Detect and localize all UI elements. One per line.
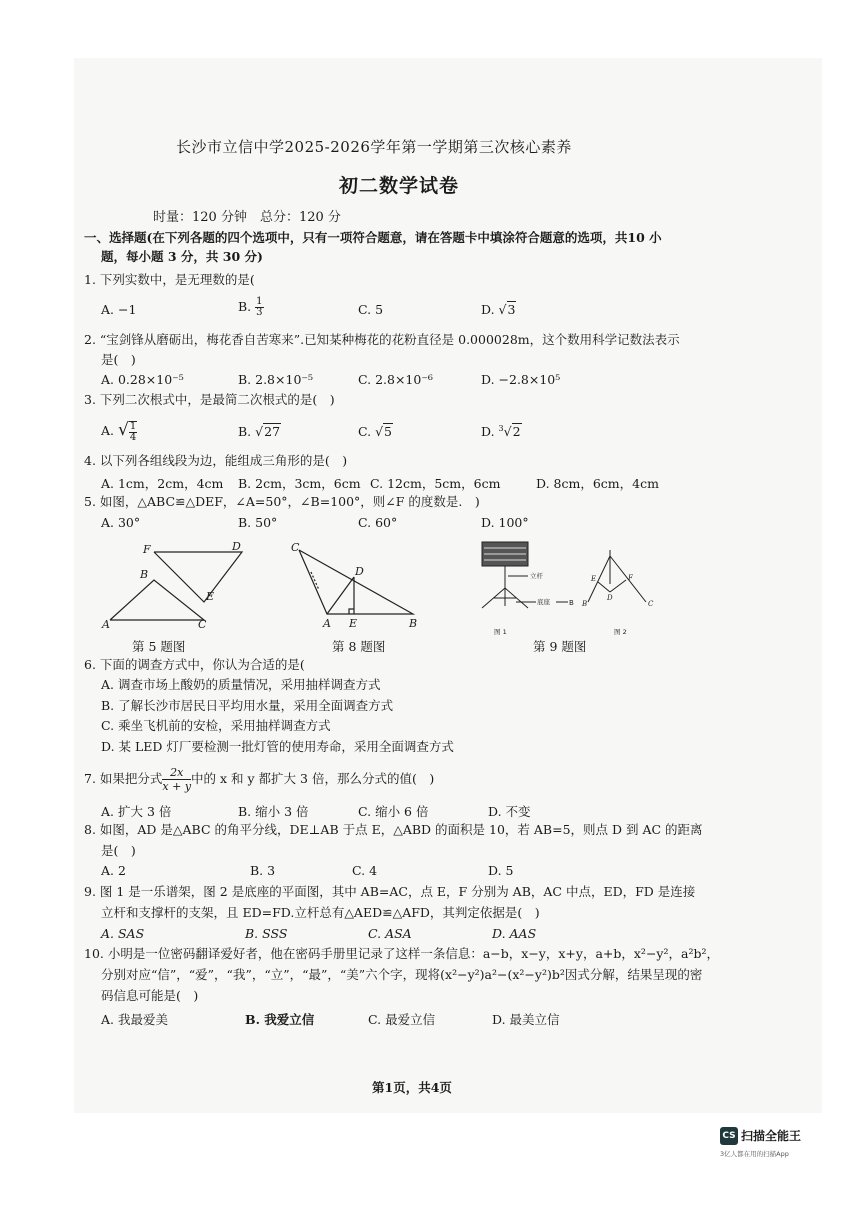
q5-option-c: C. 60° <box>358 515 398 530</box>
q10-option-a: A. 我最爱美 <box>101 1012 168 1027</box>
q1-stem: 1. 下列实数中，是无理数的是( <box>84 272 255 287</box>
figure-8 <box>285 538 425 630</box>
fig9-label-ligan: 立杆 <box>530 572 543 580</box>
q8-option-d: D. 5 <box>488 863 514 878</box>
q4-option-c: C. 12cm，5cm，6cm <box>370 476 501 491</box>
figure-9 <box>470 536 665 636</box>
fig9-label-dizuo: 底座 <box>537 598 550 606</box>
q9-option-a: A. SAS <box>101 926 145 941</box>
q8-stem-line2: 是( ) <box>101 843 136 858</box>
q6-option-d: D. 某 LED 灯厂要检测一批灯管的使用寿命，采用全面调查方式 <box>101 739 454 754</box>
fig8-label-c: C <box>291 541 300 554</box>
q2-stem-line2: 是( ) <box>101 352 136 367</box>
fig9-label-d: D <box>607 594 613 602</box>
q4-option-d: D. 8cm，6cm，4cm <box>536 476 659 491</box>
q5-option-d: D. 100° <box>481 515 529 530</box>
fig5-label-d: D <box>232 540 241 553</box>
q1-option-c: C. 5 <box>358 302 384 317</box>
q7-stem: 7. 如果把分式 $\frac{2x}{x + y}$ 中的 x 和 y 都扩大 3 倍，那么分式的值( ) <box>84 766 435 793</box>
q5-stem: 5. 如图，△ABC≌△DEF，∠A=50°，∠B=100°，则∠F 的度数是. ) <box>84 494 480 509</box>
q1-option-a: A. −1 <box>101 302 137 317</box>
fig8-label-b: B <box>409 617 418 630</box>
q8-option-c: C. 4 <box>352 863 378 878</box>
page-number: 第1页，共4页 <box>372 1080 452 1095</box>
fig5-label-c: C <box>198 618 207 630</box>
q8-stem-line1: 8. 如图，AD 是△ABC 的角平分线，DE⊥AB 于点 E，△ABD 的面积是 10，若 AB=5，则点 D 到 AC 的距离 <box>84 822 703 837</box>
q10-option-d: D. 最美立信 <box>492 1012 560 1027</box>
figure-5 <box>98 538 258 630</box>
fig8-label-a: A <box>323 617 331 630</box>
fig5-label-e: E <box>206 590 215 603</box>
q8-option-b: B. 3 <box>250 863 276 878</box>
scanner-tagline: 3亿人都在用的扫描App <box>720 1150 789 1158</box>
q10-stem-line3: 码信息可能是( ) <box>101 988 199 1003</box>
fig9-label-b1: B <box>569 599 574 607</box>
fig5-label-f: F <box>143 543 151 556</box>
fig9-label-b2: B <box>582 600 588 608</box>
section-heading-line1: 一、选择题(在下列各题的四个选项中，只有一项符合题意，请在答题卡中填涂符合题意的选项，共10 小 <box>84 230 662 245</box>
q9-option-c: C. ASA <box>368 926 412 941</box>
fig9-caption: 第 9 题图 <box>533 639 587 654</box>
q10-option-c: C. 最爱立信 <box>368 1012 436 1027</box>
q4-option-a: A. 1cm，2cm，4cm <box>101 476 224 491</box>
q2-option-a: A. 0.28×10⁻⁵ <box>101 372 184 387</box>
q4-stem: 4. 以下列各组线段为边，能组成三角形的是( ) <box>84 453 348 468</box>
q9-option-d: D. AAS <box>492 926 537 941</box>
fig5-label-a: A <box>102 618 110 630</box>
fig5-label-b: B <box>140 568 149 581</box>
q2-option-b: B. 2.8×10⁻⁵ <box>238 372 313 387</box>
q3-stem: 3. 下列二次根式中，是最简二次根式的是( ) <box>84 392 335 407</box>
fig9-label-c: C <box>648 600 654 608</box>
q1-option-b: B. $\frac{1}{3}$ <box>238 296 263 318</box>
q3-option-d: D. $^3$√2 <box>481 424 521 440</box>
q6-option-b: B. 了解长沙市居民日平均用水量，采用全面调查方式 <box>101 698 394 713</box>
q1-option-d: D. √3 <box>481 302 516 317</box>
q6-option-a: A. 调查市场上酸奶的质量情况，采用抽样调查方式 <box>101 677 381 692</box>
fig8-label-d: D <box>355 565 364 578</box>
q2-stem-line1: 2. “宝剑锋从磨砺出，梅花香自苦寒来”.已知某种梅花的花粉直径是 0.000028m，这个数用科学记数法表示 <box>84 332 680 347</box>
q6-option-c: C. 乘坐飞机前的安检，采用抽样调查方式 <box>101 718 331 733</box>
q5-option-a: A. 30° <box>101 515 141 530</box>
q2-option-d: D. −2.8×10⁵ <box>481 372 561 387</box>
q7-option-c: C. 缩小 6 倍 <box>358 804 429 819</box>
fig8-label-e: E <box>349 617 358 630</box>
fig5-caption: 第 5 题图 <box>132 639 186 654</box>
q8-option-a: A. 2 <box>101 863 126 878</box>
q7-option-d: D. 不变 <box>488 804 531 819</box>
q7-option-a: A. 扩大 3 倍 <box>101 804 172 819</box>
exam-subtitle: 初二数学试卷 <box>339 175 460 197</box>
exam-info: 时量：120 分钟 总分：120 分 <box>153 210 341 225</box>
section-heading-line2: 题，每小题 3 分，共 30 分) <box>101 249 263 264</box>
q3-option-a: A. √ $\frac{1}{4}$ <box>101 420 137 443</box>
q9-option-b: B. SSS <box>245 926 288 941</box>
exam-title: 长沙市立信中学2025-2026学年第一学期第三次核心素养 <box>176 138 572 156</box>
q3-option-b: B. √27 <box>238 424 281 439</box>
q4-option-b: B. 2cm，3cm，6cm <box>238 476 361 491</box>
fig9-label-img1: 图 1 <box>494 628 507 636</box>
fig9-label-f: F <box>628 574 633 582</box>
q7-option-b: B. 缩小 3 倍 <box>238 804 309 819</box>
fig9-label-e: E <box>591 575 597 583</box>
scanner-logo <box>720 1125 801 1145</box>
q10-stem-line2: 分别对应“信”，“爱”，“我”，“立”，“最”，“美”六个字，现将(x²−y²)a²−(x²−y²)b²因式分解，结果呈现的密 <box>101 967 703 982</box>
q10-option-b: B. 我爱立信 <box>245 1012 315 1027</box>
q5-option-b: B. 50° <box>238 515 278 530</box>
q9-stem-line2: 立杆和支撑杆的支架，且 ED=FD.立杆总有△AED≌△AFD，其判定依据是( ) <box>101 905 540 920</box>
q3-option-c: C. √5 <box>358 424 392 439</box>
q9-stem-line1: 9. 图 1 是一乐谱架，图 2 是底座的平面图，其中 AB=AC，点 E，F 分别为 AB，AC 中点，ED，FD 是连接 <box>84 884 696 899</box>
q10-stem-line1: 10. 小明是一位密码翻译爱好者，他在密码手册里记录了这样一条信息：a−b，x−y，x+y，a+b，x²−y²，a²b²， <box>84 946 719 961</box>
fig8-caption: 第 8 题图 <box>332 639 386 654</box>
fig9-label-img2: 图 2 <box>614 628 627 636</box>
q6-stem: 6. 下面的调查方式中，你认为合适的是( <box>84 657 305 672</box>
cs-logo-icon: CS <box>720 1127 738 1145</box>
q2-option-c: C. 2.8×10⁻⁶ <box>358 372 433 387</box>
scanner-name: 扫描全能王 <box>741 1129 802 1143</box>
